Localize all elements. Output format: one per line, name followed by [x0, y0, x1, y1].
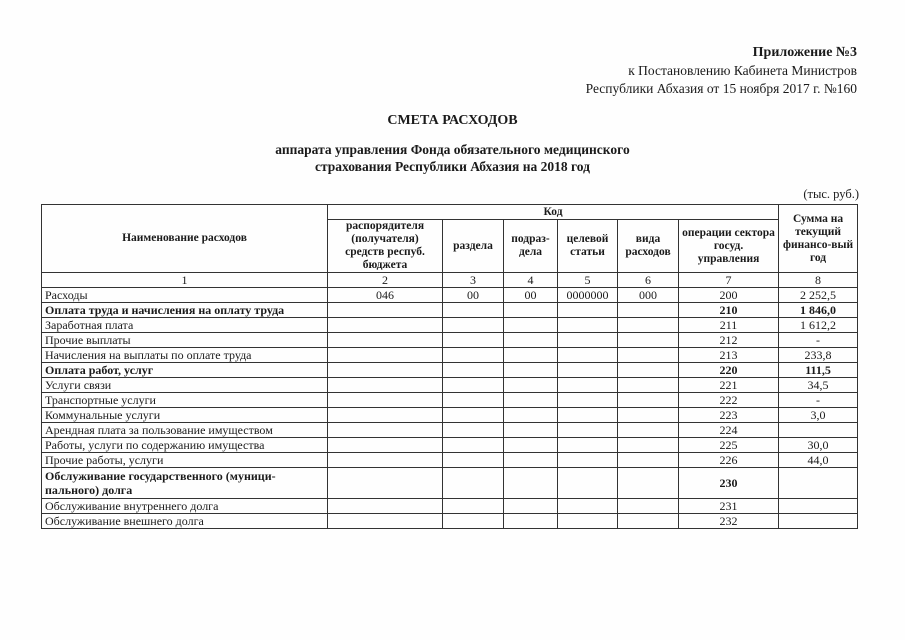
- target-item-code-cell: [558, 318, 618, 333]
- column-number: 1: [42, 273, 328, 288]
- section-code-cell: [443, 408, 504, 423]
- subsection-code-cell: [504, 363, 558, 378]
- appendix-header: [586, 44, 857, 98]
- target-item-code-cell: [558, 514, 618, 529]
- appendix-title: Приложение №3: [752, 45, 857, 60]
- subsection-code-cell: [504, 438, 558, 453]
- subsection-code-cell: [504, 499, 558, 514]
- administrator-code-cell: [328, 303, 443, 318]
- target-item-code-cell: [558, 423, 618, 438]
- subsection-code-cell: [504, 468, 558, 499]
- subtitle-line-1: аппарата управления Фонда обязательного медицинского: [275, 142, 630, 157]
- table-row: [42, 393, 858, 408]
- header-amount: Сумма на текущий финансо-вый год: [779, 205, 858, 273]
- header-name: Наименование расходов: [42, 205, 328, 273]
- section-code-cell: [443, 468, 504, 499]
- column-number: 7: [679, 273, 779, 288]
- table-row: [42, 363, 858, 378]
- operation-code-cell: 230: [679, 468, 779, 499]
- target-item-code-cell: [558, 438, 618, 453]
- table-row: [42, 468, 858, 499]
- expense-type-code-cell: [618, 318, 679, 333]
- column-numbers-row: [42, 273, 858, 288]
- table-row: [42, 499, 858, 514]
- administrator-code-cell: [328, 348, 443, 363]
- section-code-cell: [443, 499, 504, 514]
- section-code-cell: [443, 423, 504, 438]
- table-row: [42, 408, 858, 423]
- header-subsection: подраз-дела: [504, 220, 558, 273]
- expense-type-code-cell: [618, 468, 679, 499]
- header-section: раздела: [443, 220, 504, 273]
- operation-code-cell: 212: [679, 333, 779, 348]
- operation-code-cell: 225: [679, 438, 779, 453]
- section-code-cell: [443, 393, 504, 408]
- target-item-code-cell: [558, 333, 618, 348]
- column-number: 5: [558, 273, 618, 288]
- section-code-cell: [443, 333, 504, 348]
- table-row: [42, 348, 858, 363]
- target-item-code-cell: [558, 393, 618, 408]
- column-number: 2: [328, 273, 443, 288]
- amount-cell: -: [779, 393, 858, 408]
- administrator-code-cell: [328, 438, 443, 453]
- subsection-code-cell: [504, 303, 558, 318]
- subsection-code-cell: [504, 348, 558, 363]
- expense-type-code-cell: [618, 303, 679, 318]
- column-number: 4: [504, 273, 558, 288]
- subsection-code-cell: [504, 378, 558, 393]
- operation-code-cell: 231: [679, 499, 779, 514]
- table-row: [42, 318, 858, 333]
- operation-code-cell: 224: [679, 423, 779, 438]
- section-code-cell: [443, 378, 504, 393]
- expense-name-cell: Коммунальные услуги: [42, 408, 328, 423]
- header-administrator: распорядителя (получателя) средств респуб. бюджета: [328, 220, 443, 273]
- subsection-code-cell: [504, 393, 558, 408]
- section-code-cell: [443, 438, 504, 453]
- amount-cell: [779, 499, 858, 514]
- operation-code-cell: 210: [679, 303, 779, 318]
- administrator-code-cell: [328, 333, 443, 348]
- subsection-code-cell: [504, 453, 558, 468]
- subsection-code-cell: [504, 408, 558, 423]
- amount-cell: 44,0: [779, 453, 858, 468]
- expense-name-cell: Арендная плата за пользование имуществом: [42, 423, 328, 438]
- administrator-code-cell: [328, 393, 443, 408]
- target-item-code-cell: [558, 499, 618, 514]
- target-item-code-cell: [558, 408, 618, 423]
- amount-cell: 111,5: [779, 363, 858, 378]
- expense-type-code-cell: [618, 499, 679, 514]
- column-number: 6: [618, 273, 679, 288]
- amount-cell: 1 846,0: [779, 303, 858, 318]
- header-code-group: Код: [328, 205, 779, 220]
- expense-name-cell: Услуги связи: [42, 378, 328, 393]
- table-row: [42, 333, 858, 348]
- column-number: 8: [779, 273, 858, 288]
- expense-name-cell: Начисления на выплаты по оплате труда: [42, 348, 328, 363]
- expense-type-code-cell: [618, 363, 679, 378]
- operation-code-cell: 232: [679, 514, 779, 529]
- table-row: [42, 514, 858, 529]
- expense-name-cell: Обслуживание внешнего долга: [42, 514, 328, 529]
- subsection-code-cell: [504, 514, 558, 529]
- expense-type-code-cell: [618, 514, 679, 529]
- document-title: СМЕТА РАСХОДОВ: [387, 113, 518, 128]
- section-code-cell: [443, 363, 504, 378]
- expense-name-cell: Расходы: [42, 288, 328, 303]
- expense-name-cell: Оплата труда и начисления на оплату труда: [42, 303, 328, 318]
- header-target-item: целевой статьи: [558, 220, 618, 273]
- table-row: [42, 378, 858, 393]
- table-row: [42, 303, 858, 318]
- section-code-cell: [443, 303, 504, 318]
- column-number: 3: [443, 273, 504, 288]
- section-code-cell: [443, 453, 504, 468]
- amount-cell: 2 252,5: [779, 288, 858, 303]
- expense-type-code-cell: [618, 453, 679, 468]
- expense-name-cell: Прочие работы, услуги: [42, 453, 328, 468]
- expense-type-code-cell: [618, 348, 679, 363]
- header-expense-type: вида расходов: [618, 220, 679, 273]
- amount-cell: 34,5: [779, 378, 858, 393]
- section-code-cell: [443, 348, 504, 363]
- expense-type-code-cell: [618, 408, 679, 423]
- operation-code-cell: 223: [679, 408, 779, 423]
- subsection-code-cell: 00: [504, 288, 558, 303]
- subsection-code-cell: [504, 423, 558, 438]
- amount-cell: 3,0: [779, 408, 858, 423]
- administrator-code-cell: [328, 468, 443, 499]
- appendix-line-1: к Постановлению Кабинета Министров: [628, 63, 857, 78]
- document-subtitle: [0, 141, 905, 175]
- expense-type-code-cell: [618, 438, 679, 453]
- table-row: [42, 423, 858, 438]
- table-row: [42, 438, 858, 453]
- table-row: [42, 453, 858, 468]
- amount-cell: 30,0: [779, 438, 858, 453]
- expense-name-cell: Обслуживание государственного (муници-пального) долга: [42, 468, 328, 499]
- expense-type-code-cell: [618, 423, 679, 438]
- section-code-cell: 00: [443, 288, 504, 303]
- amount-cell: 1 612,2: [779, 318, 858, 333]
- administrator-code-cell: [328, 408, 443, 423]
- administrator-code-cell: [328, 514, 443, 529]
- administrator-code-cell: [328, 499, 443, 514]
- header-operation: операции сектора госуд. управления: [679, 220, 779, 273]
- amount-cell: [779, 514, 858, 529]
- budget-table: [41, 204, 858, 529]
- expense-type-code-cell: 000: [618, 288, 679, 303]
- section-code-cell: [443, 318, 504, 333]
- operation-code-cell: 213: [679, 348, 779, 363]
- administrator-code-cell: [328, 423, 443, 438]
- section-code-cell: [443, 514, 504, 529]
- table-row: [42, 288, 858, 303]
- operation-code-cell: 222: [679, 393, 779, 408]
- amount-cell: [779, 423, 858, 438]
- expense-type-code-cell: [618, 333, 679, 348]
- expense-type-code-cell: [618, 378, 679, 393]
- operation-code-cell: 221: [679, 378, 779, 393]
- target-item-code-cell: [558, 303, 618, 318]
- expense-name-cell: Оплата работ, услуг: [42, 363, 328, 378]
- expense-name-cell: Обслуживание внутреннего долга: [42, 499, 328, 514]
- administrator-code-cell: [328, 453, 443, 468]
- subsection-code-cell: [504, 318, 558, 333]
- administrator-code-cell: [328, 363, 443, 378]
- unit-label: (тыс. руб.): [803, 187, 859, 201]
- operation-code-cell: 220: [679, 363, 779, 378]
- operation-code-cell: 226: [679, 453, 779, 468]
- appendix-line-2: Республики Абхазия от 15 ноября 2017 г. №160: [585, 81, 857, 96]
- target-item-code-cell: [558, 348, 618, 363]
- administrator-code-cell: [328, 378, 443, 393]
- target-item-code-cell: [558, 453, 618, 468]
- expense-type-code-cell: [618, 393, 679, 408]
- expense-name-cell: Прочие выплаты: [42, 333, 328, 348]
- amount-cell: 233,8: [779, 348, 858, 363]
- expense-name-cell: Транспортные услуги: [42, 393, 328, 408]
- operation-code-cell: 211: [679, 318, 779, 333]
- amount-cell: -: [779, 333, 858, 348]
- target-item-code-cell: [558, 363, 618, 378]
- target-item-code-cell: 0000000: [558, 288, 618, 303]
- subtitle-line-2: страхования Республики Абхазия на 2018 год: [314, 159, 590, 174]
- operation-code-cell: 200: [679, 288, 779, 303]
- administrator-code-cell: [328, 318, 443, 333]
- expense-name-cell: Работы, услуги по содержанию имущества: [42, 438, 328, 453]
- subsection-code-cell: [504, 333, 558, 348]
- administrator-code-cell: 046: [328, 288, 443, 303]
- target-item-code-cell: [558, 468, 618, 499]
- expense-name-cell: Заработная плата: [42, 318, 328, 333]
- amount-cell: [779, 468, 858, 499]
- target-item-code-cell: [558, 378, 618, 393]
